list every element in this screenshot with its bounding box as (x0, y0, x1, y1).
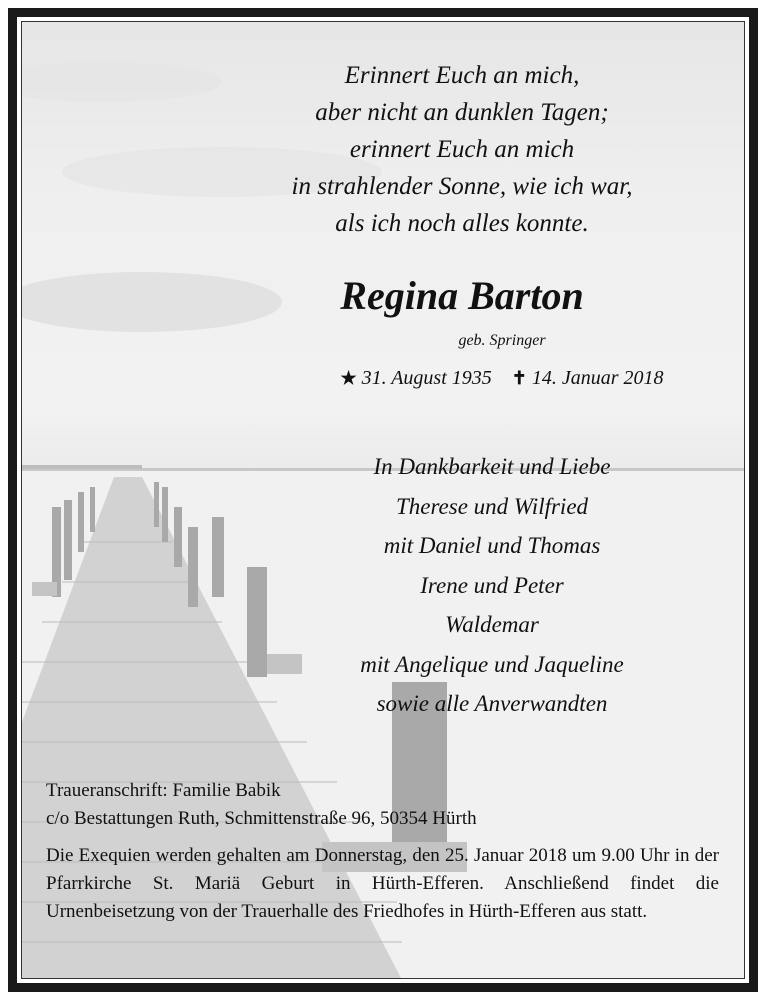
mourner-line: sowie alle Anverwandten (376, 691, 608, 716)
mourner-line: Irene und Peter (420, 572, 564, 598)
death-date: 14. Januar 2018 (531, 367, 664, 389)
mourner-line: mit Angelique und Jaqueline (360, 651, 624, 677)
mourner-line: mit Daniel und Thomas (383, 533, 601, 558)
mourner-line: Waldemar (445, 612, 539, 637)
maiden-name: geb. Springer (458, 332, 546, 349)
birth-date: 31. August 1935 (361, 367, 492, 389)
mourners-lead: In Dankbarkeit und Liebe (373, 454, 611, 479)
mourners-list (292, 447, 692, 724)
poem-line: Erinnert Euch an mich, (344, 62, 580, 89)
service-announcement: Die Exequien werden gehalten am Donnerstag, den 25. Januar 2018 um 9.00 Uhr in der Pfarrkirche St. Mariä Geburt in Hürth-Efferen. Anschließend findet die Urnenbeisetzung von der Trauerhalle des Friedhofes in Hürth-Efferen aus statt. (46, 845, 719, 922)
mourning-address (46, 777, 726, 833)
poem-line: erinnert Euch an mich (349, 136, 575, 163)
star-icon: ★ (340, 368, 357, 388)
obituary-card (21, 21, 745, 979)
cross-icon: ✝ (511, 368, 527, 388)
mourner-line: Therese und Wilfried (395, 493, 589, 519)
address-line: Traueranschrift: Familie Babik (46, 780, 281, 801)
obituary-content (22, 22, 745, 979)
address-line: c/o Bestattungen Ruth, Schmittenstraße 96, 50354 Hürth (46, 808, 477, 829)
poem-line: aber nicht an dunklen Tagen; (315, 99, 609, 126)
poem-line: in strahlender Sonne, wie ich war, (291, 173, 633, 200)
poem-line: als ich noch alles konnte. (335, 210, 589, 237)
deceased-name: Regina Barton (340, 273, 584, 318)
life-dates (312, 367, 692, 390)
poem (202, 57, 722, 242)
